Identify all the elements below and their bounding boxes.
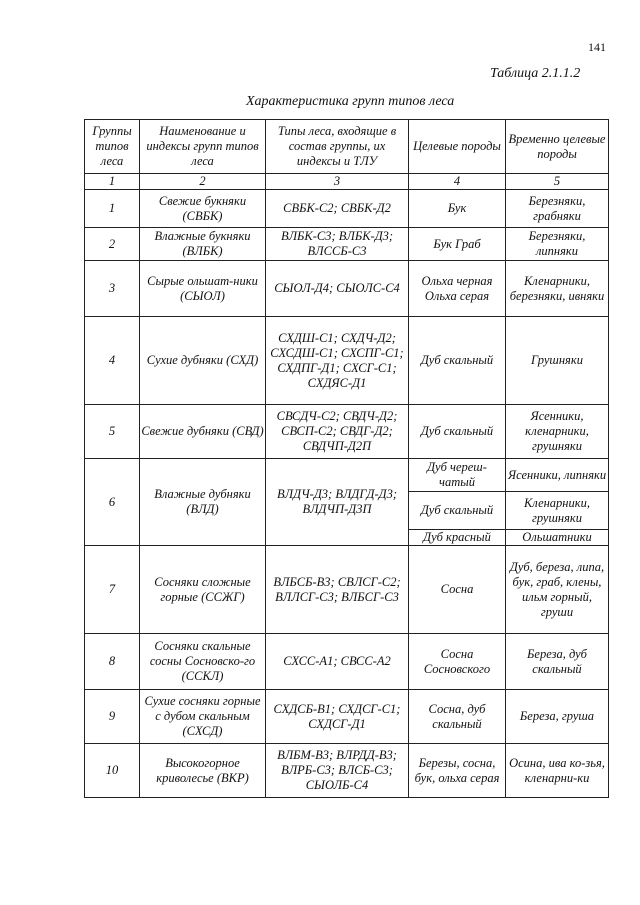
table-row <box>85 690 609 744</box>
table-row <box>85 190 609 228</box>
temporary-species: Березняки, грабняки <box>506 190 609 228</box>
forest-types: СЫОЛ-Д4; СЫОЛС-С4 <box>266 261 409 317</box>
group-name: Свежие букняки (СВБК) <box>140 190 266 228</box>
header-cell: Группы типов леса <box>85 120 140 174</box>
column-number: 1 <box>85 174 140 190</box>
target-species: Бук <box>409 190 506 228</box>
table-row <box>85 744 609 798</box>
column-number: 5 <box>506 174 609 190</box>
group-name: Сосняки сложные горные (ССЖГ) <box>140 546 266 634</box>
target-species: Сосна, дуб скальный <box>409 690 506 744</box>
temporary-species: Береза, дуб скальный <box>506 634 609 690</box>
temporary-species: Ольшатники <box>506 530 609 546</box>
group-name: Сырые ольшат-ники (СЫОЛ) <box>140 261 266 317</box>
column-number: 4 <box>409 174 506 190</box>
group-number: 6 <box>85 459 140 546</box>
forest-types: ВЛБМ-В3; ВЛРДД-В3; ВЛРБ-С3; ВЛСБ-С3; СЫОЛБ-С4 <box>266 744 409 798</box>
temporary-species: Береза, груша <box>506 690 609 744</box>
group-number: 5 <box>85 405 140 459</box>
group-number: 9 <box>85 690 140 744</box>
column-number: 3 <box>266 174 409 190</box>
group-name: Свежие дубняки (СВД) <box>140 405 266 459</box>
table-row <box>85 317 609 405</box>
header-cell: Наименование и индексы групп типов леса <box>140 120 266 174</box>
temporary-species: Кленарники, грушняки <box>506 492 609 530</box>
forest-types: СВСДЧ-С2; СВДЧ-Д2; СВСП-С2; СВДГ-Д2; СВДЧП-Д2П <box>266 405 409 459</box>
temporary-species: Ясенники, кленарники, грушняки <box>506 405 609 459</box>
target-species: Березы, сосна, бук, ольха серая <box>409 744 506 798</box>
column-number: 2 <box>140 174 266 190</box>
target-species: Бук Граб <box>409 228 506 261</box>
group-number: 2 <box>85 228 140 261</box>
group-name: Влажные дубняки (ВЛД) <box>140 459 266 546</box>
forest-types: СВБК-С2; СВБК-Д2 <box>266 190 409 228</box>
column-number-row <box>85 174 609 190</box>
table-row <box>85 261 609 317</box>
temporary-species: Грушняки <box>506 317 609 405</box>
group-name: Сухие сосняки горные с дубом скальным (СХСД) <box>140 690 266 744</box>
header-row <box>85 120 609 174</box>
group-name: Высокогорное криволесье (ВКР) <box>140 744 266 798</box>
group-name: Сосняки скальные сосны Сосновско-го (ССКЛ) <box>140 634 266 690</box>
header-cell: Типы леса, входящие в состав группы, их индексы и ТЛУ <box>266 120 409 174</box>
group-number: 7 <box>85 546 140 634</box>
page-number: 141 <box>588 40 606 54</box>
temporary-species: Дуб, береза, липа, бук, граб, клены, ильм горный, груши <box>506 546 609 634</box>
target-species: Сосна <box>409 546 506 634</box>
table-row <box>85 634 609 690</box>
forest-types: ВЛДЧ-Д3; ВЛДГД-Д3; ВЛДЧП-Д3П <box>266 459 409 546</box>
forest-types: ВЛБСБ-В3; СВЛСГ-С2; ВЛЛСГ-С3; ВЛБСГ-С3 <box>266 546 409 634</box>
temporary-species: Березняки, липняки <box>506 228 609 261</box>
group-number: 1 <box>85 190 140 228</box>
forest-types: СХДСБ-В1; СХДСГ-С1; СХДСГ-Д1 <box>266 690 409 744</box>
table-label: Таблица 2.1.1.2 <box>490 66 581 81</box>
target-species: Дуб скальный <box>409 405 506 459</box>
group-number: 4 <box>85 317 140 405</box>
group-number: 3 <box>85 261 140 317</box>
header-cell: Целевые породы <box>409 120 506 174</box>
group-name: Сухие дубняки (СХД) <box>140 317 266 405</box>
temporary-species: Осина, ива ко-зья, кленарни-ки <box>506 744 609 798</box>
target-species: Дуб скальный <box>409 317 506 405</box>
table-row <box>85 228 609 261</box>
group-number: 8 <box>85 634 140 690</box>
forest-types: СХСС-А1; СВСС-А2 <box>266 634 409 690</box>
target-species: Дуб скальный <box>409 492 506 530</box>
header-cell: Временно целевые породы <box>506 120 609 174</box>
group-name: Влажные букняки (ВЛБК) <box>140 228 266 261</box>
target-species: Ольха черная Ольха серая <box>409 261 506 317</box>
target-species: Дуб красный <box>409 530 506 546</box>
target-species: Сосна Сосновского <box>409 634 506 690</box>
table-row <box>85 459 609 492</box>
forest-types: СХДШ-С1; СХДЧ-Д2; СХСДШ-С1; СХСПГ-С1; СХДПГ-Д1; СХСГ-С1; СХДЯС-Д1 <box>266 317 409 405</box>
table-title: Характеристика групп типов леса <box>246 94 455 109</box>
table-row <box>85 546 609 634</box>
group-number: 10 <box>85 744 140 798</box>
table-row <box>85 405 609 459</box>
temporary-species: Кленарники, березняки, ивняки <box>506 261 609 317</box>
temporary-species: Ясенники, липняки <box>506 459 609 492</box>
forest-types: ВЛБК-С3; ВЛБК-Д3; ВЛССБ-С3 <box>266 228 409 261</box>
target-species: Дуб череш-чатый <box>409 459 506 492</box>
forest-type-groups-table <box>84 119 609 798</box>
